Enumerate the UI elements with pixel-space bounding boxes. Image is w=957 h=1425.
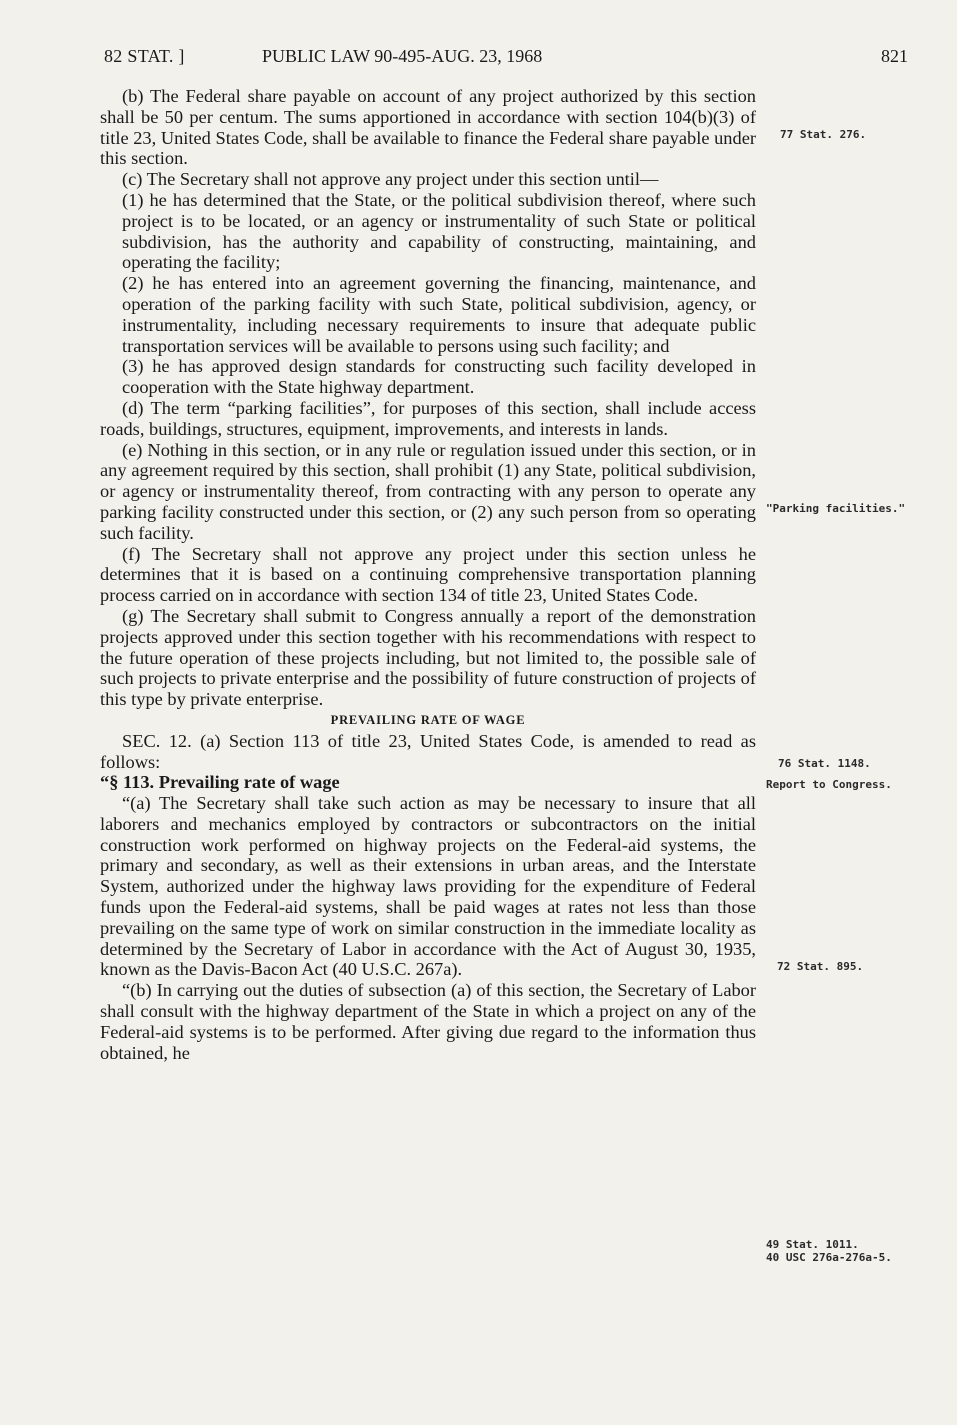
paragraph-c-3: (3) he has approved design standards for constructing such facility developed in cooperation with the State highway department. bbox=[122, 356, 756, 398]
page-header bbox=[104, 46, 908, 74]
margin-note-parking: "Parking facilities." bbox=[766, 502, 906, 515]
paragraph-d: (d) The term “parking facilities”, for purposes of this section, shall include access roads, buildings, structures, equipment, improvements, and interests in lands. bbox=[100, 397, 756, 439]
paragraph-c-1: (1) he has determined that the State, or the political subdivision thereof, where such project is to be located, or an agency or instrumentality of such State or political subdivision, has the authority and capability of constructing, maintaining, and operating the facility; bbox=[122, 189, 756, 273]
paragraph-c-2: (2) he has entered into an agreement governing the financing, maintenance, and operation of the parking facility with such State, political subdivision, agency, or instrumentality, including necessary requirements to insure that adequate public transportation services will be available to persons using such facility; and bbox=[122, 273, 756, 356]
margin-note-76-stat: 76 Stat. 1148. bbox=[778, 757, 871, 770]
paragraph-e: (e) Nothing in this section, or in any rule or regulation issued under this section, or in any agreement required by this section, shall prohibit (1) any State, political subdivision, or agency or instrumentality thereof, from contracting with any person to operate any parking facility constructed under this section, or (2) any such person from so operating such facility. bbox=[100, 439, 756, 543]
section-113-a: “(a) The Secretary shall take such action as may be necessary to insure that all laborers and mechanics employed by contractors or subcontractors on the initial construction work performed on highway projects on the Federal-aid systems, the primary and secondary, as well as their extensions in urban areas, and the Interstate System, authorized under the highway laws providing for the expenditure of Federal funds upon the Federal-aid systems, shall be paid wages at rates not less than those prevailing on the same type of work on similar construction in the immediate locality as determined by the Secretary of Labor in accordance with the Act of August 30, 1935, known as the Davis-Bacon Act (40 U.S.C. 267a). bbox=[100, 793, 756, 980]
margin-note-72-stat: 72 Stat. 895. bbox=[777, 960, 864, 973]
paragraph-b: (b) The Federal share payable on account of any project authorized by this section shall be 50 per centum. The sums apportioned in accordance with section 104(b)(3) of title 23, United States Code, shall be available to finance the Federal share payable under this section. bbox=[100, 86, 756, 169]
page-number: 821 bbox=[881, 46, 908, 66]
paragraph-f: (f) The Secretary shall not approve any project under this section unless he determines that it is based on a continuing comprehensive transportation planning process carried on in accordance with section 134 of title 23, United States Code. bbox=[100, 543, 756, 606]
section-113-title: “§ 113. Prevailing rate of wage bbox=[100, 772, 340, 793]
page-title: PUBLIC LAW 90-495-AUG. 23, 1968 bbox=[262, 46, 543, 66]
margin-note-49-stat: 49 Stat. 1011. 40 USC 276a-276a-5. bbox=[766, 1238, 892, 1264]
stat-reference: 82 STAT. ] bbox=[104, 46, 185, 66]
section-113-b: “(b) In carrying out the duties of subsection (a) of this section, the Secretary of Labor shall consult with the highway department of the State in which a project on any of the Federal-aid systems is to be performed. After giving due regard to the information thus obtained, he bbox=[100, 980, 756, 1063]
paragraph-c: (c) The Secretary shall not approve any project under this section until— bbox=[122, 169, 659, 190]
margin-note-77-stat: 77 Stat. 276. bbox=[780, 128, 867, 141]
main-text bbox=[100, 86, 756, 1063]
section-12-intro: SEC. 12. (a) Section 113 of title 23, United States Code, is amended to read as follows: bbox=[100, 730, 756, 772]
paragraph-g: (g) The Secretary shall submit to Congress annually a report of the demonstration projects approved under this section together with his recommendations with respect to the future operation of these projects including, but not limited to, the possible sale of such projects to private enterprise and the possibility of future construction of projects of this type by private enterprise. bbox=[100, 605, 756, 710]
margin-note-report: Report to Congress. bbox=[766, 778, 892, 791]
section-heading: PREVAILING RATE OF WAGE bbox=[330, 712, 526, 727]
